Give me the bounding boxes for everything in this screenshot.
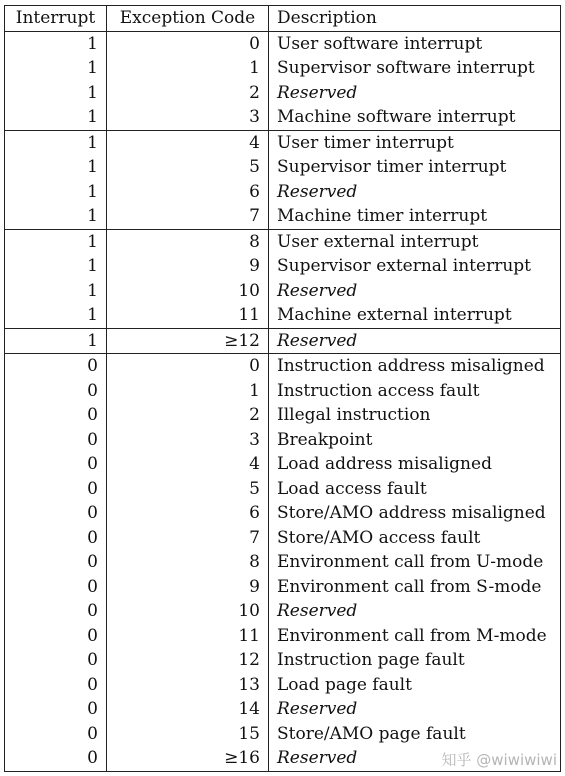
exception-code-cell: 6	[107, 180, 269, 205]
description-column-header: Description	[269, 6, 561, 32]
exception-code-cell: 9	[107, 575, 269, 600]
table-row	[5, 403, 561, 428]
table-row	[5, 354, 561, 379]
table-row	[5, 303, 561, 328]
interrupt-cell: 0	[5, 575, 107, 600]
description-cell: Supervisor timer interrupt	[269, 155, 561, 180]
description-cell: User timer interrupt	[269, 130, 561, 155]
table-row	[5, 550, 561, 575]
table-row	[5, 81, 561, 106]
interrupt-cell: 0	[5, 354, 107, 379]
interrupt-cell: 1	[5, 328, 107, 354]
exception-code-table	[4, 5, 561, 772]
description-cell: User software interrupt	[269, 31, 561, 56]
interrupt-cell: 1	[5, 303, 107, 328]
table-row	[5, 130, 561, 155]
description-cell: Instruction page fault	[269, 648, 561, 673]
description-cell: Machine timer interrupt	[269, 204, 561, 229]
table-row	[5, 722, 561, 747]
description-cell: Supervisor external interrupt	[269, 254, 561, 279]
exception-code-cell: 1	[107, 56, 269, 81]
description-cell: Environment call from S-mode	[269, 575, 561, 600]
exception-code-cell: 7	[107, 526, 269, 551]
interrupt-cell: 0	[5, 648, 107, 673]
interrupt-cell: 1	[5, 31, 107, 56]
table-row	[5, 452, 561, 477]
description-cell: Reserved	[269, 81, 561, 106]
description-cell: Machine external interrupt	[269, 303, 561, 328]
exception-code-cell: 2	[107, 81, 269, 106]
exception-code-cell: 5	[107, 155, 269, 180]
table-row	[5, 477, 561, 502]
table-row	[5, 428, 561, 453]
description-cell: Reserved	[269, 697, 561, 722]
interrupt-cell: 0	[5, 526, 107, 551]
interrupt-cell: 0	[5, 452, 107, 477]
description-cell: Reserved	[269, 746, 561, 771]
description-cell: Reserved	[269, 599, 561, 624]
exception-code-cell: 0	[107, 354, 269, 379]
exception-code-cell: 9	[107, 254, 269, 279]
exception-code-cell: 14	[107, 697, 269, 722]
description-cell: Instruction address misaligned	[269, 354, 561, 379]
description-cell: Machine software interrupt	[269, 105, 561, 130]
exception-code-cell: 0	[107, 31, 269, 56]
interrupt-cell: 0	[5, 428, 107, 453]
exception-code-cell: 8	[107, 229, 269, 254]
interrupt-cell: 1	[5, 229, 107, 254]
description-cell: Reserved	[269, 279, 561, 304]
interrupt-cell: 1	[5, 155, 107, 180]
description-cell: Load access fault	[269, 477, 561, 502]
interrupt-cell: 0	[5, 624, 107, 649]
exception-code-cell: 12	[107, 648, 269, 673]
description-cell: Instruction access fault	[269, 379, 561, 404]
interrupt-cell: 0	[5, 550, 107, 575]
interrupt-cell: 0	[5, 599, 107, 624]
interrupt-cell: 0	[5, 722, 107, 747]
interrupt-cell: 1	[5, 204, 107, 229]
table-row	[5, 180, 561, 205]
interrupt-cell: 1	[5, 254, 107, 279]
exception-code-cell: 10	[107, 599, 269, 624]
exception-code-cell: ≥16	[107, 746, 269, 771]
exception-code-cell: 3	[107, 105, 269, 130]
table-row	[5, 204, 561, 229]
exception-code-cell: 7	[107, 204, 269, 229]
interrupt-cell: 1	[5, 56, 107, 81]
table-row	[5, 648, 561, 673]
exception-code-cell: 10	[107, 279, 269, 304]
description-cell: Load address misaligned	[269, 452, 561, 477]
description-cell: Supervisor software interrupt	[269, 56, 561, 81]
table-row	[5, 697, 561, 722]
exception-code-cell: 1	[107, 379, 269, 404]
table-row	[5, 575, 561, 600]
table-row	[5, 254, 561, 279]
interrupt-column-header: Interrupt	[5, 6, 107, 32]
description-cell: Load page fault	[269, 673, 561, 698]
interrupt-cell: 0	[5, 379, 107, 404]
exception-code-cell: 11	[107, 303, 269, 328]
exception-code-cell: 4	[107, 452, 269, 477]
table-row	[5, 624, 561, 649]
table-row	[5, 279, 561, 304]
exception-code-cell: 15	[107, 722, 269, 747]
watermark: 知乎 @wiwiwiwi	[441, 751, 557, 769]
exception-code-cell: 3	[107, 428, 269, 453]
description-cell: Store/AMO access fault	[269, 526, 561, 551]
interrupt-cell: 0	[5, 501, 107, 526]
table-row	[5, 155, 561, 180]
description-cell: Store/AMO address misaligned	[269, 501, 561, 526]
exception-code-cell: 11	[107, 624, 269, 649]
description-cell: Store/AMO page fault	[269, 722, 561, 747]
table-row	[5, 599, 561, 624]
description-cell: Breakpoint	[269, 428, 561, 453]
description-cell: Environment call from U-mode	[269, 550, 561, 575]
interrupt-cell: 1	[5, 81, 107, 106]
interrupt-cell: 0	[5, 697, 107, 722]
exception-code-column-header: Exception Code	[107, 6, 269, 32]
table-row	[5, 526, 561, 551]
interrupt-cell: 1	[5, 130, 107, 155]
interrupt-cell: 0	[5, 403, 107, 428]
exception-code-cell: ≥12	[107, 328, 269, 354]
exception-code-cell: 13	[107, 673, 269, 698]
interrupt-cell: 1	[5, 105, 107, 130]
interrupt-cell: 0	[5, 746, 107, 771]
description-cell: Environment call from M-mode	[269, 624, 561, 649]
description-cell: Reserved	[269, 328, 561, 354]
table-row	[5, 56, 561, 81]
exception-code-cell: 6	[107, 501, 269, 526]
table-row	[5, 31, 561, 56]
table-body	[5, 31, 561, 771]
table-row	[5, 229, 561, 254]
exception-code-cell: 8	[107, 550, 269, 575]
interrupt-cell: 1	[5, 180, 107, 205]
table-row	[5, 673, 561, 698]
exception-code-cell: 2	[107, 403, 269, 428]
interrupt-cell: 1	[5, 279, 107, 304]
description-cell: Illegal instruction	[269, 403, 561, 428]
table-row	[5, 105, 561, 130]
interrupt-cell: 0	[5, 477, 107, 502]
exception-code-cell: 4	[107, 130, 269, 155]
table-row	[5, 379, 561, 404]
table-row	[5, 328, 561, 354]
description-cell: User external interrupt	[269, 229, 561, 254]
table-row	[5, 501, 561, 526]
description-cell: Reserved	[269, 180, 561, 205]
interrupt-cell: 0	[5, 673, 107, 698]
exception-code-cell: 5	[107, 477, 269, 502]
table-header-row	[5, 6, 561, 32]
